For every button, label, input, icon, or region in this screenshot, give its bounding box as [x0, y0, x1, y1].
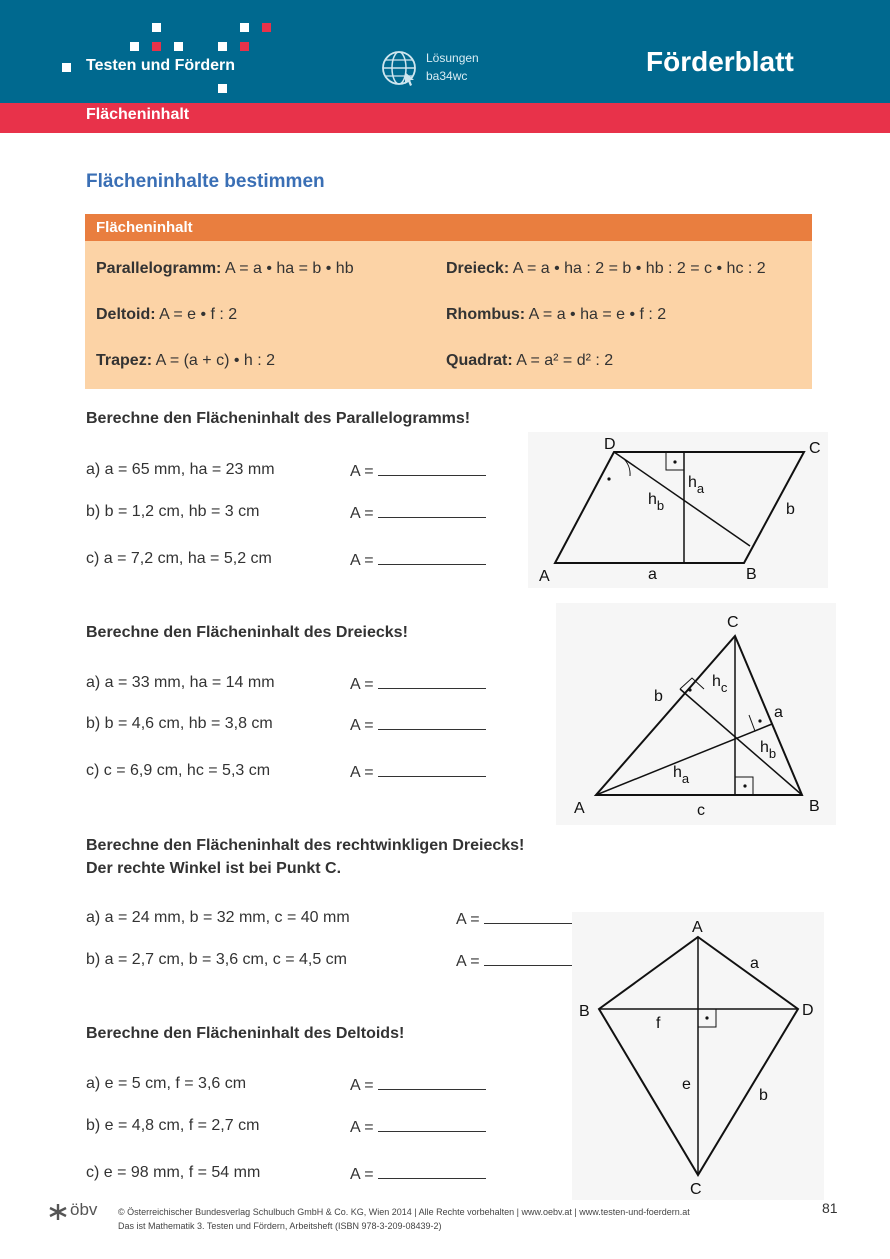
task-item: b) b = 4,6 cm, hb = 3,8 cm	[86, 715, 273, 732]
page-title: Flächeninhalte bestimmen	[86, 171, 325, 192]
figure-label-hc: $h_c$	[712, 673, 728, 695]
answer-field[interactable]: A =	[456, 909, 592, 929]
deltoid-figure	[572, 912, 824, 1200]
formula-deltoid	[96, 306, 237, 324]
formula-box-title: Flächeninhalt	[96, 219, 193, 236]
sheet-type-title: Förderblatt	[646, 46, 794, 77]
figure-label-C: C	[690, 1181, 702, 1198]
answer-field[interactable]: A =	[350, 550, 486, 570]
formula-name: Deltoid:	[96, 306, 156, 323]
publisher-logo: öbv	[70, 1200, 98, 1219]
parallelogram-figure	[528, 432, 828, 588]
task-item: a) a = 65 mm, ha = 23 mm	[86, 461, 275, 478]
task-right-triangle-prompt: Berechne den Flächeninhalt des rechtwinkligen Dreiecks!	[86, 837, 525, 854]
figure-label-hb: $h_b$	[760, 739, 777, 761]
formula-text: A = (a + c) • h : 2	[155, 352, 276, 369]
topic-label: Flächeninhalt	[86, 106, 190, 123]
answer-field[interactable]: A =	[350, 1117, 486, 1137]
figure-label-a: a	[750, 955, 759, 972]
figure-label-C: C	[809, 440, 821, 457]
brand-name: Testen und Fördern	[86, 57, 236, 74]
figure-label-b: b	[786, 501, 795, 518]
task-item: a) a = 33 mm, ha = 14 mm	[86, 674, 275, 691]
solutions-code[interactable]: ba34wc	[426, 69, 468, 83]
task-item: b) e = 4,8 cm, f = 2,7 cm	[86, 1117, 260, 1134]
formula-square	[446, 352, 613, 370]
solutions-label: Lösungen	[426, 51, 479, 65]
publisher-star-icon	[48, 1203, 68, 1221]
task-item: b) a = 2,7 cm, b = 3,6 cm, c = 4,5 cm	[86, 951, 347, 968]
answer-field[interactable]: A =	[350, 674, 486, 694]
page-number: 81	[822, 1200, 838, 1216]
figure-label-B: B	[809, 798, 820, 815]
brand-bullet	[62, 63, 71, 72]
formula-name: Trapez:	[96, 352, 153, 369]
formula-trapezoid	[96, 352, 275, 370]
formula-rhombus	[446, 306, 666, 324]
figure-label-a: a	[648, 566, 657, 583]
task-triangle-prompt: Berechne den Flächeninhalt des Dreiecks!	[86, 624, 408, 641]
figure-label-D: D	[802, 1002, 814, 1019]
formula-name: Rhombus:	[446, 306, 526, 323]
figure-label-B: B	[746, 566, 757, 583]
figure-label-a: a	[774, 704, 783, 721]
source-line: Das ist Mathematik 3. Testen und Fördern, Arbeitsheft (ISBN 978-3-209-08439-2)	[118, 1221, 442, 1231]
triangle-figure	[556, 603, 836, 825]
answer-field[interactable]: A =	[350, 1075, 486, 1095]
copyright-line: © Österreichischer Bundesverlag Schulbuch GmbH & Co. KG, Wien 2014 | Alle Rechte vorbehalten | www.oebv.at | www.testen-und-foerdern.at	[118, 1207, 690, 1217]
figure-label-b: b	[759, 1087, 768, 1104]
figure-label-A: A	[692, 919, 703, 936]
task-parallelogram-prompt: Berechne den Flächeninhalt des Parallelogramms!	[86, 410, 471, 427]
task-right-triangle-note: Der rechte Winkel ist bei Punkt C.	[86, 860, 342, 877]
figure-label-D: D	[604, 436, 616, 453]
task-item: b) b = 1,2 cm, hb = 3 cm	[86, 503, 260, 520]
formula-name: Parallelogramm:	[96, 260, 222, 277]
figure-label-ha: $h_a$	[673, 764, 690, 786]
task-item: a) e = 5 cm, f = 3,6 cm	[86, 1075, 247, 1092]
task-item: a) a = 24 mm, b = 32 mm, c = 40 mm	[86, 909, 350, 926]
answer-field[interactable]: A =	[350, 762, 486, 782]
globe-icon[interactable]	[381, 50, 419, 88]
figure-label-b: b	[654, 688, 663, 705]
answer-field[interactable]: A =	[350, 1164, 486, 1184]
answer-field[interactable]: A =	[350, 461, 486, 481]
figure-label-hb: $h_b$	[648, 491, 665, 513]
formula-text: A = a • ha = b • hb	[224, 260, 354, 277]
figure-label-ha: $h_a$	[688, 474, 705, 496]
figure-label-A: A	[574, 800, 585, 817]
task-deltoid-prompt: Berechne den Flächeninhalt des Deltoids!	[86, 1025, 405, 1042]
formula-name: Dreieck:	[446, 260, 510, 277]
figure-label-c: c	[697, 802, 705, 819]
formula-box-header	[85, 214, 812, 241]
brand-logo-squares	[0, 0, 300, 100]
formula-text: A = a² = d² : 2	[516, 352, 614, 369]
formula-name: Quadrat:	[446, 352, 513, 369]
formula-text: A = e • f : 2	[159, 306, 238, 323]
formula-text: A = a • ha = e • f : 2	[528, 306, 667, 323]
task-item: c) a = 7,2 cm, ha = 5,2 cm	[86, 550, 272, 567]
answer-field[interactable]: A =	[350, 503, 486, 523]
figure-label-A: A	[539, 568, 550, 585]
answer-field[interactable]: A =	[350, 715, 486, 735]
figure-label-f: f	[656, 1015, 661, 1032]
figure-label-C: C	[727, 614, 739, 631]
formula-triangle	[446, 260, 766, 278]
formula-parallelogram	[96, 260, 354, 278]
formula-text: A = a • ha : 2 = b • hb : 2 = c • hc : 2	[512, 260, 766, 277]
answer-field[interactable]: A =	[456, 951, 592, 971]
figure-label-B: B	[579, 1003, 590, 1020]
task-item: c) e = 98 mm, f = 54 mm	[86, 1164, 261, 1181]
task-item: c) c = 6,9 cm, hc = 5,3 cm	[86, 762, 271, 779]
figure-label-e: e	[682, 1076, 691, 1093]
